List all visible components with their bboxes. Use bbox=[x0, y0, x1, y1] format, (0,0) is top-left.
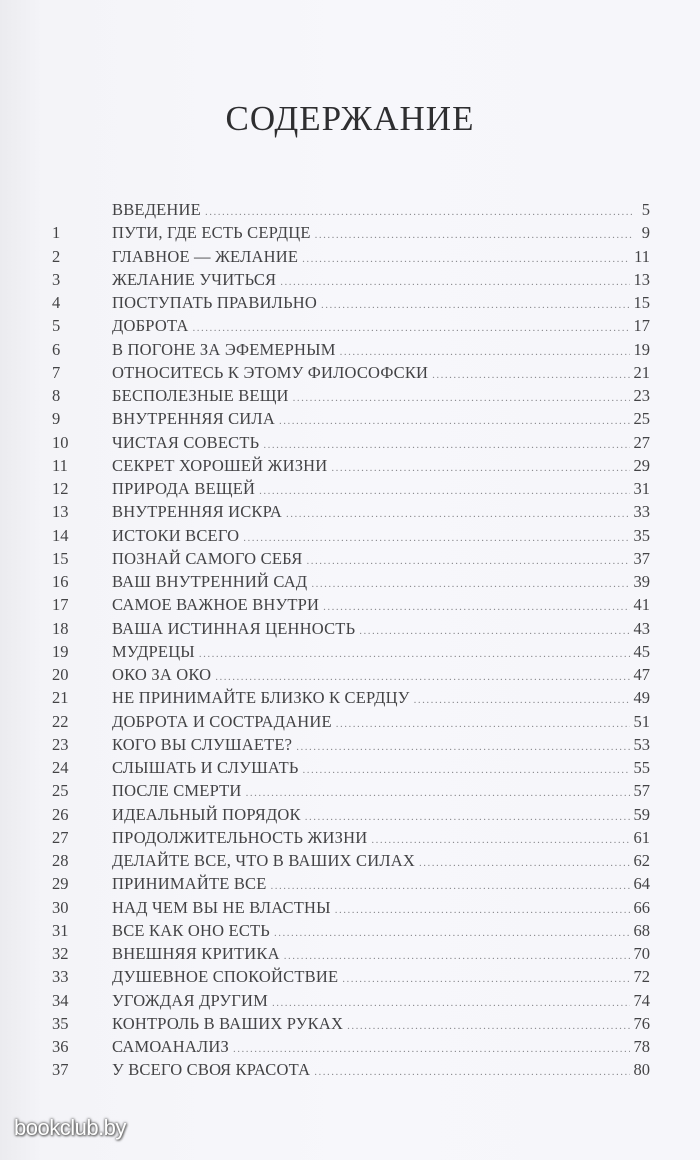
chapter-number: 33 bbox=[52, 967, 69, 987]
page-number: 62 bbox=[633, 851, 650, 870]
toc-entry bbox=[0, 198, 700, 221]
chapter-number: 9 bbox=[52, 409, 61, 429]
toc-entry bbox=[0, 291, 700, 314]
chapter-number: 16 bbox=[52, 572, 69, 591]
chapter-number: 24 bbox=[52, 758, 69, 777]
toc-entry bbox=[0, 872, 700, 895]
toc-entry bbox=[0, 314, 700, 337]
chapter-title: ДОБРОТА bbox=[112, 316, 189, 336]
toc-entry-line bbox=[112, 663, 650, 689]
page-number: 59 bbox=[633, 804, 650, 824]
toc-entry bbox=[0, 989, 700, 1012]
chapter-title: ВВЕДЕНИЕ bbox=[112, 200, 201, 219]
chapter-title: ДУШЕВНОЕ СПОКОЙСТВИЕ bbox=[112, 967, 339, 987]
toc-entry bbox=[0, 710, 700, 733]
chapter-title: ДЕЛАЙТЕ ВСЕ, ЧТО В ВАШИХ СИЛАХ bbox=[112, 851, 415, 870]
page-number: 17 bbox=[633, 316, 650, 336]
dot-leader bbox=[314, 1061, 629, 1084]
toc-entry bbox=[0, 1058, 700, 1081]
chapter-title: КОНТРОЛЬ В ВАШИХ РУКАХ bbox=[112, 1013, 344, 1033]
chapter-number: 37 bbox=[52, 1060, 69, 1080]
chapter-title: У ВСЕГО СВОЯ КРАСОТА bbox=[112, 1060, 311, 1080]
toc-entry-line bbox=[112, 547, 650, 573]
page-number: 80 bbox=[633, 1060, 650, 1080]
toc-entry-line bbox=[112, 314, 650, 340]
toc-entry-line bbox=[112, 454, 650, 480]
toc-entry bbox=[0, 361, 700, 384]
toc-entry-line bbox=[112, 710, 650, 736]
page-number: 35 bbox=[633, 525, 650, 545]
chapter-number: 10 bbox=[52, 432, 69, 452]
toc-entry bbox=[0, 756, 700, 779]
chapter-title: ПОСТУПАТЬ ПРАВИЛЬНО bbox=[112, 293, 317, 312]
toc-entry bbox=[0, 593, 700, 616]
toc-entry bbox=[0, 245, 700, 268]
toc-entry-line bbox=[112, 640, 650, 666]
page-number: 11 bbox=[634, 246, 650, 266]
toc-entry-line bbox=[112, 942, 650, 968]
toc-entry-line bbox=[112, 989, 650, 1015]
toc-entry-line bbox=[112, 268, 650, 294]
page-number: 68 bbox=[633, 920, 650, 940]
page-number: 13 bbox=[633, 269, 650, 289]
toc-entry bbox=[0, 896, 700, 919]
page-number: 61 bbox=[633, 827, 650, 847]
toc-entry bbox=[0, 965, 700, 988]
page-number: 47 bbox=[633, 665, 650, 684]
chapter-title: УГОЖДАЯ ДРУГИМ bbox=[112, 990, 269, 1010]
toc-entry-line bbox=[112, 245, 650, 271]
chapter-number: 5 bbox=[52, 316, 61, 336]
toc-entry-line bbox=[112, 570, 650, 596]
toc-entry-line bbox=[112, 733, 650, 759]
page-number: 57 bbox=[633, 781, 650, 801]
chapter-title: ВНУТРЕННЯЯ СИЛА bbox=[112, 409, 275, 429]
toc-entry-line bbox=[112, 384, 650, 410]
page-number: 43 bbox=[633, 618, 650, 638]
chapter-number: 6 bbox=[52, 339, 61, 359]
page-number: 27 bbox=[633, 432, 650, 452]
chapter-number: 11 bbox=[52, 455, 68, 475]
chapter-title: ГЛАВНОЕ — ЖЕЛАНИЕ bbox=[112, 246, 299, 266]
page-number: 72 bbox=[633, 967, 650, 987]
chapter-number: 1 bbox=[52, 223, 61, 243]
chapter-number: 30 bbox=[52, 897, 69, 917]
page-number: 23 bbox=[633, 386, 650, 405]
toc-entry-line bbox=[112, 500, 650, 526]
toc-entry bbox=[0, 617, 700, 640]
page-number: 76 bbox=[633, 1013, 650, 1033]
page-number: 21 bbox=[633, 362, 650, 382]
chapter-title: ПОЗНАЙ САМОГО СЕБЯ bbox=[112, 548, 303, 568]
chapter-title: МУДРЕЦЫ bbox=[112, 641, 195, 661]
toc-entry-line bbox=[112, 431, 650, 457]
chapter-number: 27 bbox=[52, 827, 69, 847]
toc-entry bbox=[0, 803, 700, 826]
toc-entry bbox=[0, 663, 700, 686]
chapter-title: ПРИРОДА ВЕЩЕЙ bbox=[112, 479, 256, 498]
page-number: 66 bbox=[633, 897, 650, 917]
toc-entry bbox=[0, 477, 700, 500]
chapter-number: 4 bbox=[52, 293, 61, 312]
page-number: 78 bbox=[633, 1037, 650, 1056]
toc-entry bbox=[0, 547, 700, 570]
toc-entry bbox=[0, 454, 700, 477]
toc-entry bbox=[0, 733, 700, 756]
page-number: 51 bbox=[633, 711, 650, 731]
toc-entry bbox=[0, 384, 700, 407]
chapter-title: САМОЕ ВАЖНОЕ ВНУТРИ bbox=[112, 595, 320, 615]
chapter-number: 21 bbox=[52, 688, 69, 708]
page-number: 45 bbox=[633, 641, 650, 661]
toc-entry-line bbox=[112, 849, 650, 875]
toc-entry-line bbox=[112, 756, 650, 782]
chapter-number: 25 bbox=[52, 781, 69, 801]
chapter-title: ПУТИ, ГДЕ ЕСТЬ СЕРДЦЕ bbox=[112, 223, 311, 243]
chapter-title: САМОАНАЛИЗ bbox=[112, 1037, 229, 1056]
chapter-number: 23 bbox=[52, 734, 69, 754]
chapter-title: ОТНОСИТЕСЬ К ЭТОМУ ФИЛОСОФСКИ bbox=[112, 362, 429, 382]
toc-entry bbox=[0, 1012, 700, 1035]
toc-entry-line bbox=[112, 617, 650, 643]
toc-entry-line bbox=[112, 872, 650, 898]
chapter-title: ПОСЛЕ СМЕРТИ bbox=[112, 781, 242, 801]
toc-entry-line bbox=[112, 407, 650, 433]
toc-entry-line bbox=[112, 198, 650, 224]
toc-entry bbox=[0, 942, 700, 965]
page-number: 15 bbox=[633, 293, 650, 312]
toc-entry bbox=[0, 500, 700, 523]
chapter-title: ЖЕЛАНИЕ УЧИТЬСЯ bbox=[112, 269, 277, 289]
chapter-title: КОГО ВЫ СЛУШАЕТЕ? bbox=[112, 734, 293, 754]
chapter-number: 17 bbox=[52, 595, 69, 615]
toc-entry bbox=[0, 1035, 700, 1058]
toc-entry-line bbox=[112, 291, 650, 317]
chapter-number: 3 bbox=[52, 269, 61, 289]
chapter-number: 26 bbox=[52, 804, 69, 824]
page-number: 33 bbox=[633, 502, 650, 522]
chapter-title: ОКО ЗА ОКО bbox=[112, 665, 212, 684]
toc-entry bbox=[0, 570, 700, 593]
chapter-title: ВАШ ВНУТРЕННИЙ САД bbox=[112, 572, 308, 591]
toc-entry-line bbox=[112, 965, 650, 991]
toc-entry bbox=[0, 686, 700, 709]
page-number: 74 bbox=[633, 990, 650, 1010]
chapter-number: 14 bbox=[52, 525, 69, 545]
page-number: 39 bbox=[633, 572, 650, 591]
chapter-title: ПРИНИМАЙТЕ ВСЕ bbox=[112, 874, 267, 894]
chapter-number: 7 bbox=[52, 362, 61, 382]
toc-entry-line bbox=[112, 1035, 650, 1061]
page-number: 25 bbox=[633, 409, 650, 429]
chapter-title: ВНУТРЕННЯЯ ИСКРА bbox=[112, 502, 283, 522]
toc-entry-line bbox=[112, 803, 650, 829]
chapter-number: 19 bbox=[52, 641, 69, 661]
chapter-number: 20 bbox=[52, 665, 69, 684]
chapter-title: ПРОДОЛЖИТЕЛЬНОСТЬ ЖИЗНИ bbox=[112, 827, 368, 847]
toc-entry-line bbox=[112, 1058, 650, 1084]
toc-entry bbox=[0, 268, 700, 291]
toc-entry-line bbox=[112, 593, 650, 619]
chapter-title: НЕ ПРИНИМАЙТЕ БЛИЗКО К СЕРДЦУ bbox=[112, 688, 410, 708]
page-number: 55 bbox=[633, 758, 650, 777]
page-number: 29 bbox=[633, 455, 650, 475]
toc-entry-line bbox=[112, 919, 650, 945]
toc-entry-line bbox=[112, 779, 650, 805]
chapter-number: 32 bbox=[52, 944, 69, 963]
toc-entry bbox=[0, 779, 700, 802]
chapter-title: НАД ЧЕМ ВЫ НЕ ВЛАСТНЫ bbox=[112, 897, 331, 917]
chapter-number: 29 bbox=[52, 874, 69, 894]
chapter-number: 12 bbox=[52, 479, 69, 498]
toc-entry bbox=[0, 826, 700, 849]
chapter-number: 36 bbox=[52, 1037, 69, 1056]
toc-entry-line bbox=[112, 524, 650, 550]
toc-entry-line bbox=[112, 1012, 650, 1038]
toc-entry-line bbox=[112, 826, 650, 852]
chapter-number: 31 bbox=[52, 920, 69, 940]
chapter-title: ВАША ИСТИННАЯ ЦЕННОСТЬ bbox=[112, 618, 356, 638]
chapter-title: ДОБРОТА И СОСТРАДАНИЕ bbox=[112, 711, 332, 731]
page-number: 19 bbox=[633, 339, 650, 359]
chapter-number: 15 bbox=[52, 548, 69, 568]
page-number: 31 bbox=[633, 479, 650, 498]
chapter-title: СЛЫШАТЬ И СЛУШАТЬ bbox=[112, 758, 299, 777]
toc-entry bbox=[0, 919, 700, 942]
toc-entry bbox=[0, 338, 700, 361]
page-number: 49 bbox=[633, 688, 650, 708]
toc-entry bbox=[0, 640, 700, 663]
page-title: СОДЕРЖАНИЕ bbox=[225, 99, 475, 139]
chapter-number: 2 bbox=[52, 246, 61, 266]
chapter-number: 18 bbox=[52, 618, 69, 638]
chapter-title: ВСЕ КАК ОНО ЕСТЬ bbox=[112, 920, 270, 940]
chapter-title: ИДЕАЛЬНЫЙ ПОРЯДОК bbox=[112, 804, 301, 824]
toc-entry-line bbox=[112, 896, 650, 922]
chapter-number: 22 bbox=[52, 711, 69, 731]
chapter-number: 8 bbox=[52, 386, 61, 405]
chapter-title: БЕСПОЛЕЗНЫЕ ВЕЩИ bbox=[112, 386, 289, 405]
toc-entry bbox=[0, 849, 700, 872]
chapter-number: 34 bbox=[52, 990, 69, 1010]
toc-entry-line bbox=[112, 477, 650, 503]
page-number: 53 bbox=[633, 734, 650, 754]
toc-entry bbox=[0, 221, 700, 244]
toc-entry bbox=[0, 431, 700, 454]
toc-entry-line bbox=[112, 361, 650, 387]
page-number: 5 bbox=[641, 200, 650, 219]
page-number: 9 bbox=[641, 223, 650, 243]
page-number: 70 bbox=[633, 944, 650, 963]
chapter-title: В ПОГОНЕ ЗА ЭФЕМЕРНЫМ bbox=[112, 339, 336, 359]
watermark: bookclub.by bbox=[14, 1115, 126, 1140]
toc-entry-line bbox=[112, 221, 650, 247]
chapter-number: 35 bbox=[52, 1013, 69, 1033]
page-number: 37 bbox=[633, 548, 650, 568]
toc-entry bbox=[0, 524, 700, 547]
chapter-title: ВНЕШНЯЯ КРИТИКА bbox=[112, 944, 280, 963]
toc-entry bbox=[0, 407, 700, 430]
chapter-title: ИСТОКИ ВСЕГО bbox=[112, 525, 240, 545]
chapter-title: СЕКРЕТ ХОРОШЕЙ ЖИЗНИ bbox=[112, 455, 328, 475]
toc-entry-line bbox=[112, 338, 650, 364]
page-number: 64 bbox=[633, 874, 650, 894]
toc-entry-line bbox=[112, 686, 650, 712]
chapter-number: 13 bbox=[52, 502, 69, 522]
page-number: 41 bbox=[633, 595, 650, 615]
chapter-title: ЧИСТАЯ СОВЕСТЬ bbox=[112, 432, 260, 452]
chapter-number: 28 bbox=[52, 851, 69, 870]
